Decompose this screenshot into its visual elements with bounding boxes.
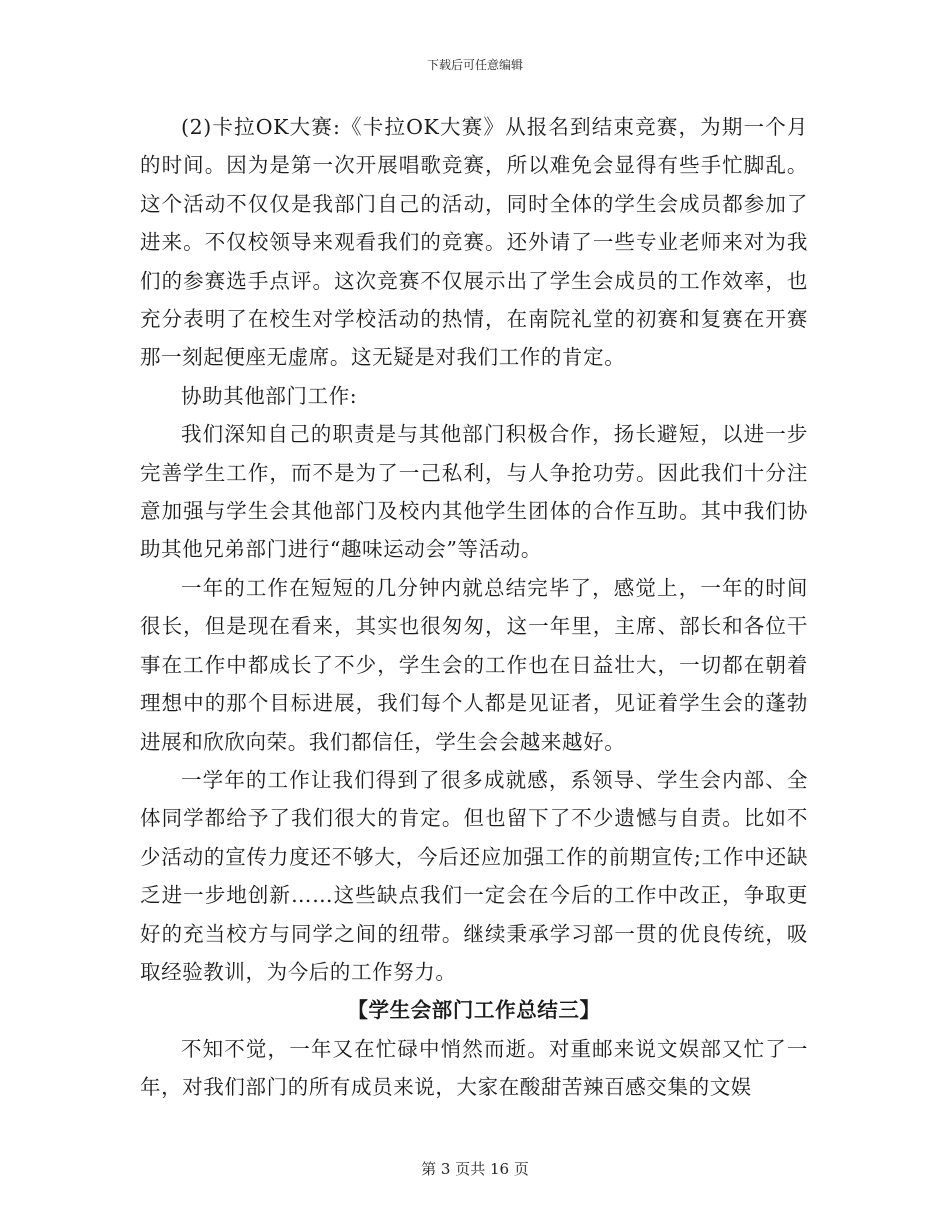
- paragraph-karaoke-contest: (2)卡拉OK大赛:《卡拉OK大赛》从报名到结束竞赛，为期一个月的时间。因为是第一次开展唱歌竞赛，所以难免会显得有些手忙脚乱。这个活动不仅仅是我部门自己的活动，同时全体的学生会成员都参加了进来。不仅校领导来观看我们的竞赛。还外请了一些专业老师来对为我们的参赛选手点评。这次竞赛不仅展示出了学生会成员的工作效率，也充分表明了在校生对学校活动的热情，在南院礼堂的初赛和复赛在开赛那一刻起便座无虚席。这无疑是对我们工作的肯定。: [140, 115, 808, 370]
- paragraph-section-three: 不知不觉，一年又在忙碌中悄然而逝。对重邮来说文娱部又忙了一年，对我们部门的所有成员来说，大家在酸甜苦辣百感交集的文娱: [140, 1036, 808, 1100]
- paragraph-achievements: 一学年的工作让我们得到了很多成就感，系领导、学生会内部、全体同学都给予了我们很大的肯定。但也留下了不少遗憾与自责。比如不少活动的宣传力度还不够大，今后还应加强工作的前期宣传;工作中还缺乏进一步地创新……这些缺点我们一定会在今后的工作中改正，争取更好的充当校方与同学之间的纽带。继续秉承学习部一贯的优良传统，吸取经验教训，为今后的工作努力。: [140, 767, 808, 984]
- section-heading: 【学生会部门工作总结三】: [347, 998, 601, 1023]
- paragraph-cooperation: 我们深知自己的职责是与其他部门积极合作，扬长避短，以进一步完善学生工作，而不是为了一己私利，与人争抢功劳。因此我们十分注意加强与学生会其他部门及校内其他学生团体的合作互助。其中我们协助其他兄弟部门进行“趣味运动会”等活动。: [140, 422, 808, 562]
- page-header: 下载后可任意编辑: [426, 58, 523, 72]
- document-body: [140, 108, 808, 1107]
- paragraph-assist-heading: 协助其他部门工作:: [181, 383, 358, 408]
- paragraph-year-summary: 一年的工作在短短的几分钟内就总结完毕了，感觉上，一年的时间很长，但是现在看来，其实也很匆匆，这一年里，主席、部长和各位干事在工作中都成长了不少，学生会的工作也在日益壮大，一切都在朝着理想中的那个目标进展，我们每个人都是见证者，见证着学生会的蓬勃进展和欣欣向荣。我们都信任，学生会会越来越好。: [140, 575, 808, 754]
- page-footer: 第 3 页共 16 页: [421, 1160, 529, 1178]
